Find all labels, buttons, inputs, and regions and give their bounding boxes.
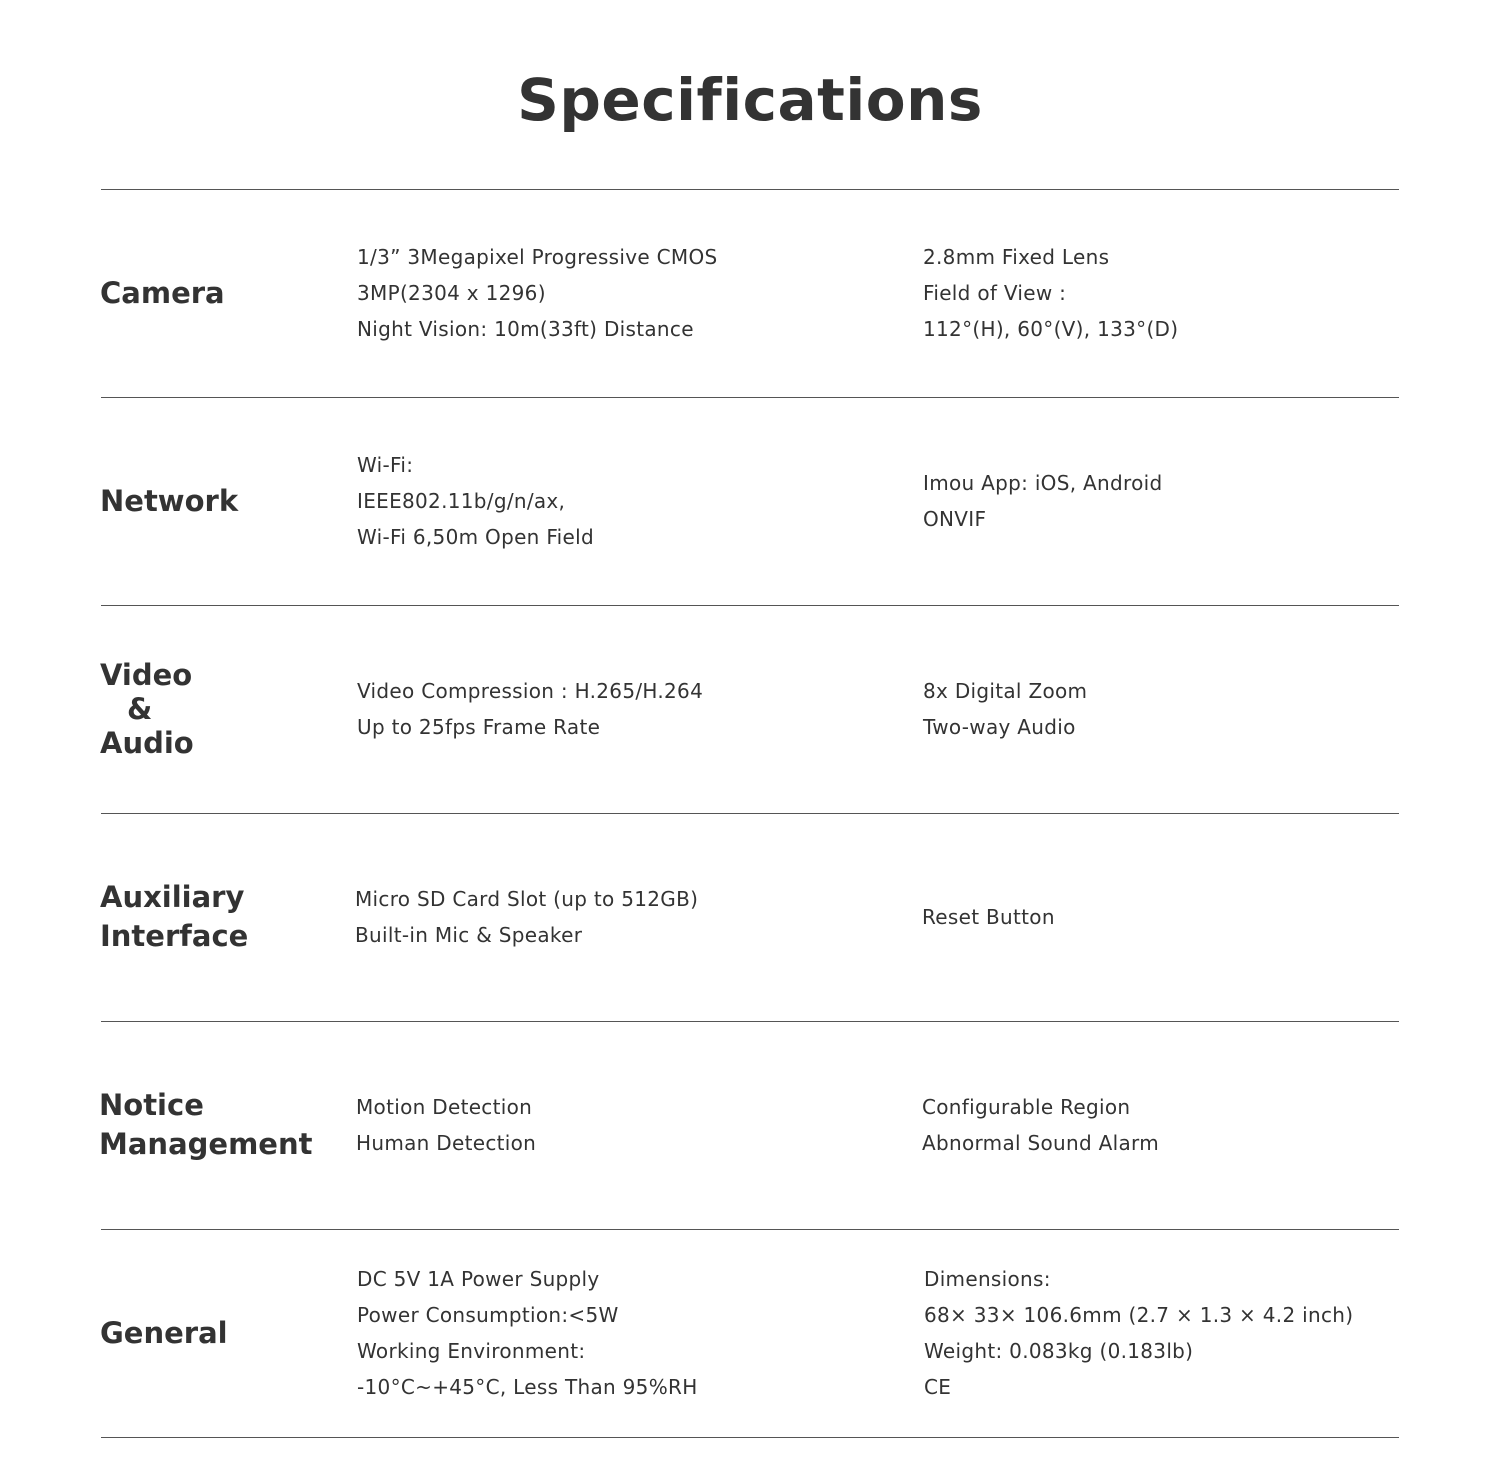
section-heading	[100, 606, 340, 812]
heading-line: Network	[100, 484, 239, 518]
spec-line: Reset Button	[922, 905, 1055, 929]
spec-line: 8x Digital Zoom	[923, 679, 1088, 703]
spec-column-right	[922, 1022, 1392, 1228]
spec-line: Power Consumption:<5W	[357, 1303, 619, 1327]
spec-line: CE	[924, 1375, 952, 1399]
spec-section-camera	[0, 190, 1500, 396]
spec-line: Imou App: iOS, Android	[923, 471, 1163, 495]
spec-line: 112°(H), 60°(V), 133°(D)	[923, 317, 1179, 341]
heading-line: &	[127, 692, 153, 726]
spec-line: 68× 33× 106.6mm (2.7 × 1.3 × 4.2 inch)	[924, 1303, 1354, 1327]
spec-column-left	[357, 1230, 897, 1436]
spec-line: 3MP(2304 x 1296)	[357, 281, 546, 305]
spec-section-auxiliary-interface	[0, 814, 1500, 1020]
spec-column-left	[357, 190, 897, 396]
heading-line: Auxiliary	[100, 880, 245, 914]
spec-line: IEEE802.11b/g/n/ax,	[357, 489, 566, 513]
divider	[101, 1437, 1399, 1438]
page-title: Specifications	[517, 66, 983, 134]
spec-column-left	[355, 814, 895, 1020]
spec-column-right	[924, 1230, 1394, 1436]
spec-line: Night Vision: 10m(33ft) Distance	[357, 317, 694, 341]
section-heading	[99, 1022, 339, 1228]
spec-line: 1/3” 3Megapixel Progressive CMOS	[357, 245, 718, 269]
spec-line: Weight: 0.083kg (0.183lb)	[924, 1339, 1194, 1363]
spec-line: Field of View :	[923, 281, 1067, 305]
spec-line: Configurable Region	[922, 1095, 1131, 1119]
spec-line: Video Compression : H.265/H.264	[357, 679, 704, 703]
spec-column-right	[923, 190, 1393, 396]
spec-section-notice-management	[0, 1022, 1500, 1228]
heading-line: Notice	[99, 1088, 204, 1122]
spec-column-right	[923, 606, 1393, 812]
spec-column-left	[357, 398, 897, 604]
spec-line: -10°C~+45°C, Less Than 95%RH	[357, 1375, 698, 1399]
section-heading	[100, 398, 340, 604]
spec-column-right	[922, 814, 1392, 1020]
spec-column-left	[357, 606, 897, 812]
heading-line: General	[100, 1316, 228, 1350]
spec-line: Built-in Mic & Speaker	[355, 923, 583, 947]
spec-line: DC 5V 1A Power Supply	[357, 1267, 600, 1291]
spec-line: Working Environment:	[357, 1339, 586, 1363]
section-heading	[100, 814, 340, 1020]
section-heading	[100, 190, 340, 396]
spec-section-video-audio	[0, 606, 1500, 812]
spec-line: 2.8mm Fixed Lens	[923, 245, 1110, 269]
heading-line: Management	[99, 1127, 313, 1161]
spec-line: Wi-Fi:	[357, 453, 414, 477]
spec-line: Dimensions:	[924, 1267, 1051, 1291]
spec-line: ONVIF	[923, 507, 987, 531]
spec-line: Two-way Audio	[923, 715, 1076, 739]
spec-column-right	[923, 398, 1393, 604]
spec-line: Wi-Fi 6,50m Open Field	[357, 525, 594, 549]
spec-section-general	[0, 1230, 1500, 1436]
spec-line: Human Detection	[356, 1131, 537, 1155]
heading-line: Interface	[100, 919, 249, 953]
spec-section-network	[0, 398, 1500, 604]
heading-line: Audio	[100, 726, 194, 760]
spec-line: Motion Detection	[356, 1095, 533, 1119]
spec-line: Abnormal Sound Alarm	[922, 1131, 1159, 1155]
section-heading	[100, 1230, 340, 1436]
spec-line: Micro SD Card Slot (up to 512GB)	[355, 887, 699, 911]
spec-line: Up to 25fps Frame Rate	[357, 715, 601, 739]
spec-column-left	[356, 1022, 896, 1228]
heading-line: Camera	[100, 276, 225, 310]
heading-line: Video	[100, 658, 193, 692]
